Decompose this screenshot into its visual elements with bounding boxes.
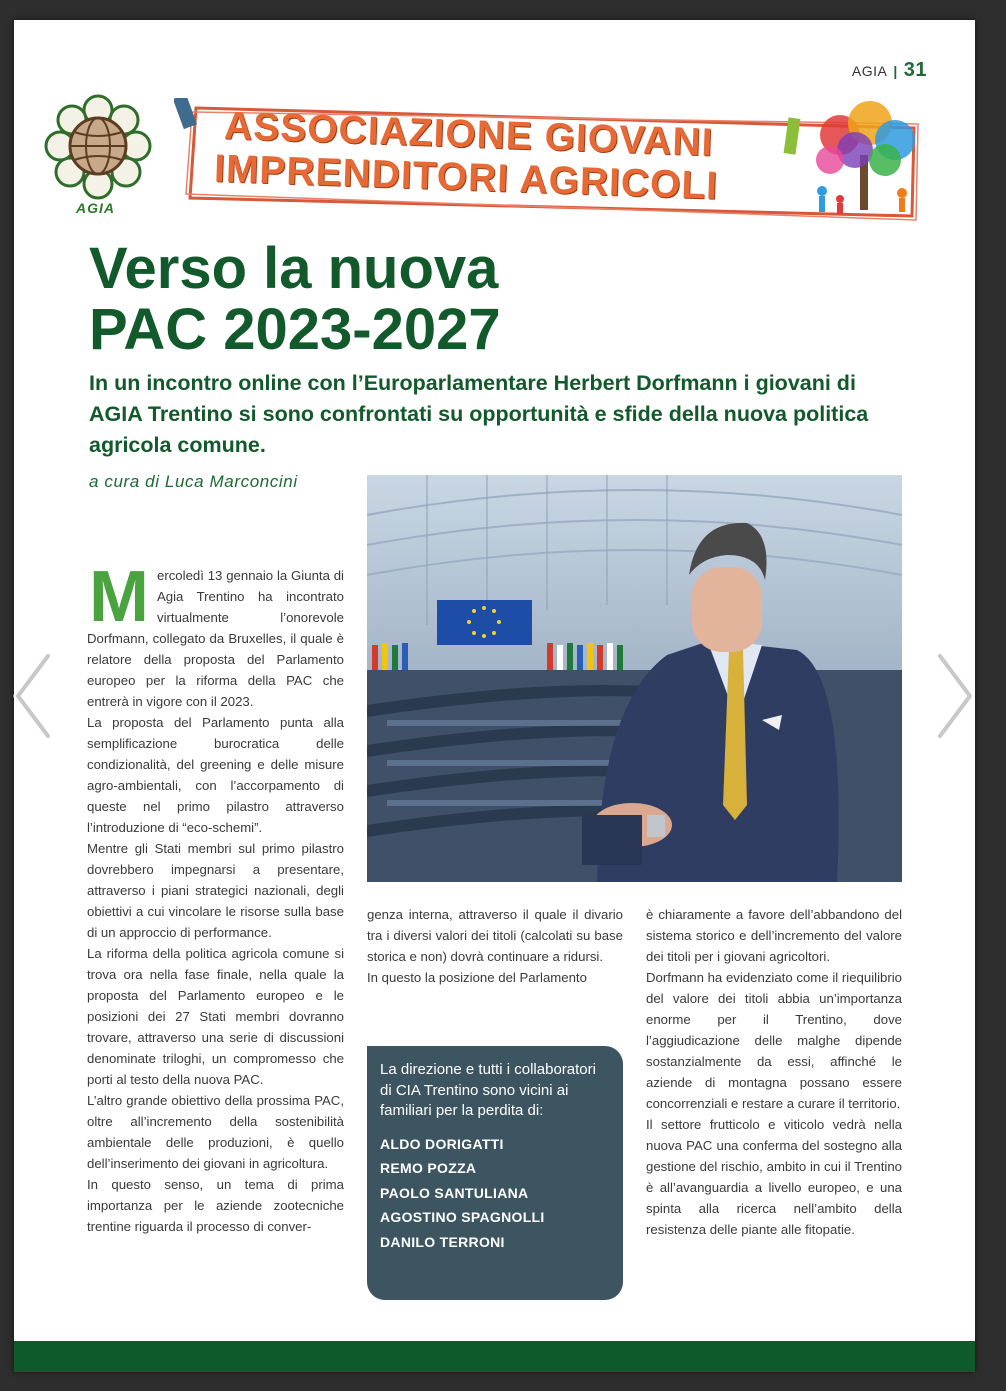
banner-line-1: ASSOCIAZIONE GIOVANI bbox=[223, 104, 715, 165]
banner-line-2: IMPRENDITORI AGRICOLI bbox=[213, 147, 719, 208]
paragraph: L’altro grande obiettivo della prossima PAC, oltre all’incremento della sostenibilità ambientale delle produzioni, è quello dell’inserimento dei giovani in agricoltura. bbox=[87, 1093, 344, 1171]
paragraph: La proposta del Parlamento punta alla semplificazione burocratica delle condizionalità, del greening e delle misure agro-ambientali, con l’accorpamento di queste nel primo pilastro attraverso l’introduzione di “eco-schemi”. bbox=[87, 715, 344, 835]
article-byline: a cura di Luca Marconcini bbox=[89, 472, 298, 491]
paragraph: Mentre gli Stati membri sul primo pilastro dovrebbero impegnarsi a presentare, attraverso i piani strategici nazionali, degli obiettivi a cui vincolare le risorse sulla base di un approccio di performance. bbox=[87, 841, 344, 940]
article-subtitle: In un incontro online con l’Europarlamentare Herbert Dorfmann i giovani di AGIA Trentino si sono confrontati su opportunità e sfide della nuova politica agricola comune. bbox=[89, 371, 869, 457]
list-item: AGOSTINO SPAGNOLLI bbox=[380, 1209, 545, 1225]
next-page-button[interactable] bbox=[932, 648, 978, 744]
notice-message: La direzione e tutti i collaboratori di CIA Trentino sono vicini ai familiari per la perdita di: bbox=[380, 1061, 596, 1119]
previous-page-button[interactable] bbox=[10, 648, 56, 744]
paragraph: genza interna, attraverso il quale il divario tra i diversi valori dei titoli (calcolati su base storica e non) dovrà continuare a ridursi. bbox=[367, 907, 623, 964]
colorful-tree-with-children-icon bbox=[800, 95, 930, 225]
article-column-2 bbox=[367, 904, 623, 988]
page-footer-bar bbox=[14, 1341, 975, 1372]
drop-cap: M bbox=[89, 557, 149, 637]
paragraph: In questo la posizione del Parlamento bbox=[367, 970, 587, 985]
magazine-name: AGIA bbox=[851, 62, 888, 79]
list-item: REMO POZZA bbox=[380, 1160, 477, 1176]
list-item: ALDO DORIGATTI bbox=[380, 1135, 504, 1152]
list-item: PAOLO SANTULIANA bbox=[380, 1184, 529, 1201]
article-column-3 bbox=[646, 904, 902, 1240]
page-header bbox=[852, 59, 927, 82]
paragraph: Dorfmann ha evidenziato come il riequilibrio del valore dei titoli abbia un’importanza enorme per il Trentino, dove l’aggiudicazione delle malghe dipende sostanzialmente da essi, affinché le aziende di montagna possano essere concorrenziali e restare a curare il territorio. bbox=[646, 970, 902, 1111]
chevron-left-icon bbox=[10, 648, 56, 744]
title-line-1: Verso la nuova bbox=[89, 236, 499, 301]
header-separator: | bbox=[893, 62, 898, 79]
paragraph: Il settore frutticolo e viticolo vedrà nella nuova PAC una conferma del sostegno alla gestione del rischio, ambito in cui il Trentino è all’avanguardia a livello europeo, e una spinta alla ricerca nell’ambito della resistenza delle piante alle fitopatie. bbox=[646, 1117, 902, 1237]
paragraph: La riforma della politica agricola comune si trova ora nella fase finale, nella quale la proposta del Parlamento europeo e le posizioni dei 27 Stati membri dovranno trovare, attraverso una serie di discussioni denominate triloghi, un compromesso che porti al testo della nuova PAC. bbox=[87, 946, 344, 1087]
logo-text: AGIA bbox=[76, 200, 115, 216]
paragraph: In questo senso, un tema di prima importanza per le aziende zootecniche trentine riguarda il processo di conver- bbox=[87, 1177, 344, 1234]
paragraph: ercoledì 13 gennaio la Giunta di Agia Trentino ha incontrato virtualmente l’onorevole Dorfmann, collegato da Bruxelles, il quale è relatore della proposta del Parlamento europeo per la riforma della PAC che entrerà in vigore con il 2023. bbox=[87, 568, 344, 709]
page-number: 31 bbox=[903, 59, 927, 81]
condolence-notice bbox=[367, 1046, 623, 1300]
chevron-right-icon bbox=[932, 648, 978, 744]
title-line-2: PAC 2023-2027 bbox=[89, 297, 501, 362]
article-column-1 bbox=[87, 557, 344, 1237]
paragraph: è chiaramente a favore dell’abbandono del sistema storico e dell’incremento del valore dei titoli per i giovani agricoltori. bbox=[646, 907, 902, 964]
magazine-page bbox=[14, 20, 975, 1372]
parliament-photo bbox=[367, 475, 902, 882]
article-title bbox=[89, 238, 501, 360]
list-item: DANILO TERRONI bbox=[380, 1233, 505, 1250]
notice-names-list bbox=[380, 1132, 611, 1255]
man-in-suit-european-parliament-photo-icon bbox=[367, 475, 902, 882]
